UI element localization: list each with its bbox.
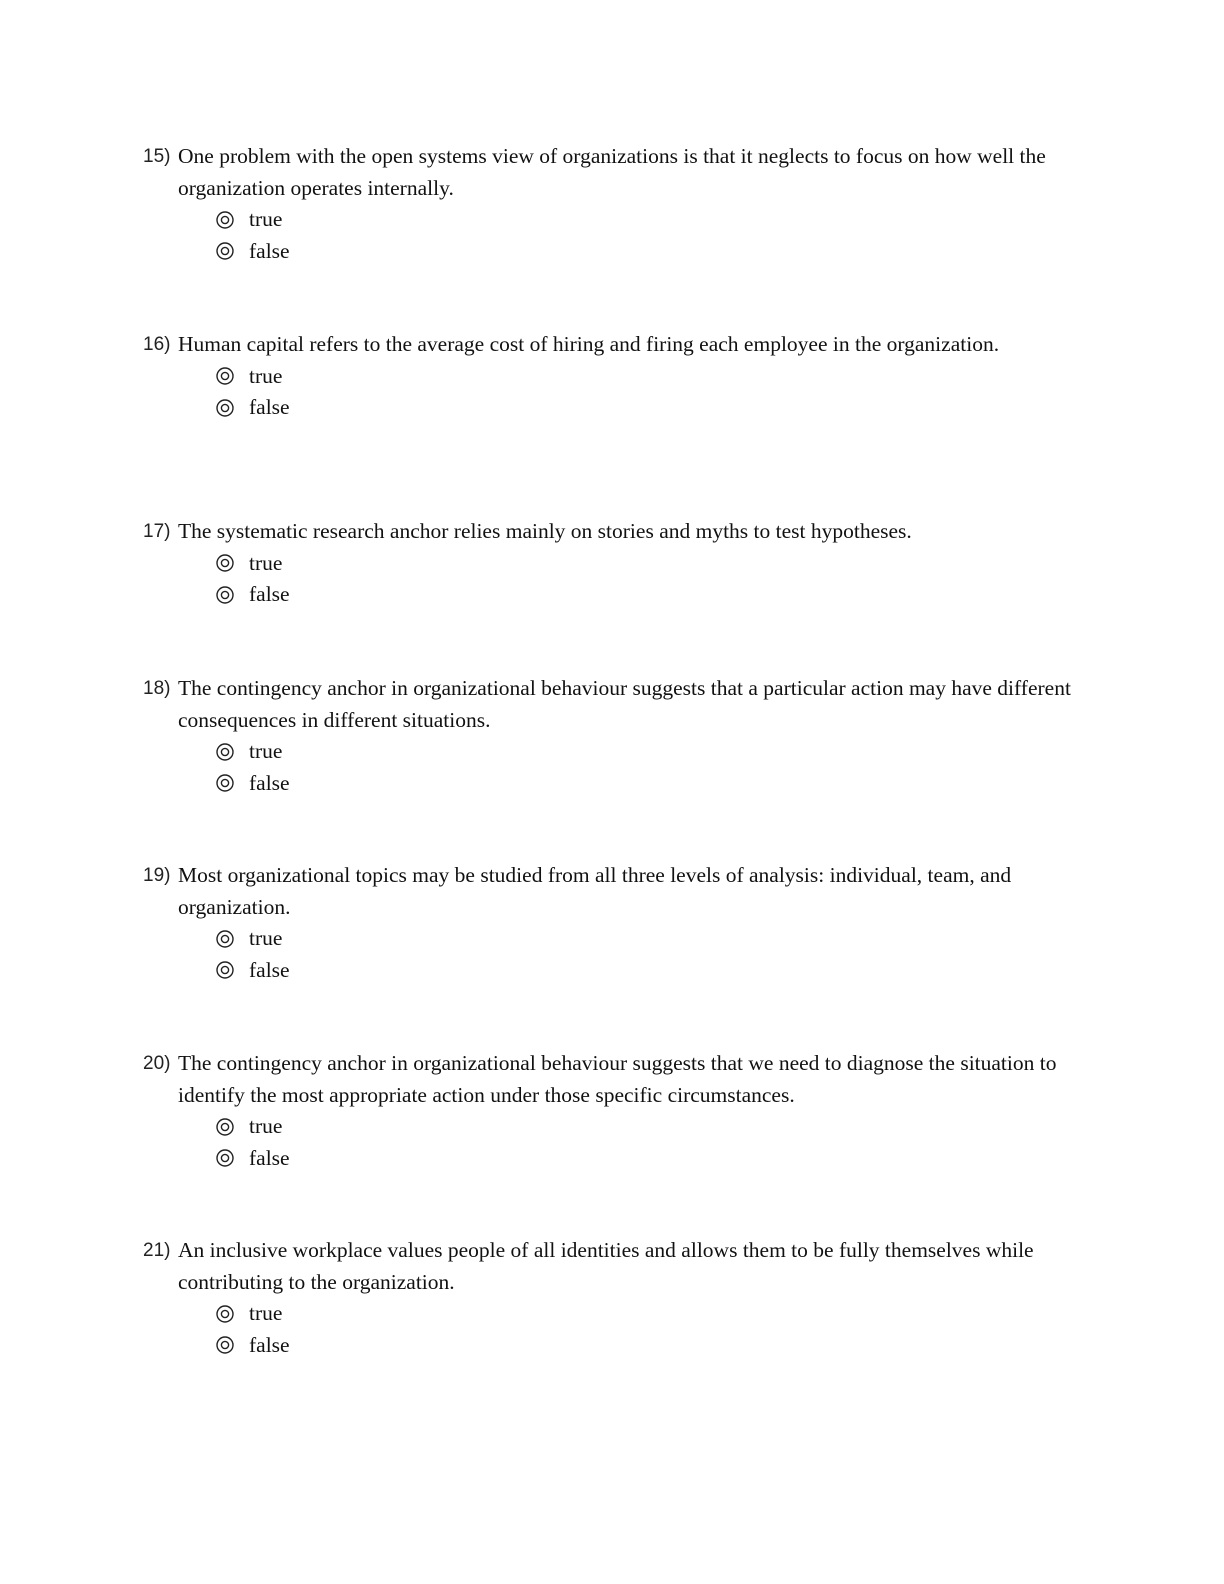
radio-button-icon[interactable] [215, 585, 235, 605]
question-18 [143, 673, 1083, 799]
question-number: 17) [143, 521, 171, 542]
question-stem [143, 329, 1083, 361]
option-label: false [249, 1332, 290, 1357]
option-label: true [249, 1114, 283, 1138]
option-true[interactable] [215, 548, 1083, 580]
question-stem [143, 673, 1083, 736]
option-label: false [249, 238, 290, 263]
question-stem [143, 516, 1083, 548]
question-text: The systematic research anchor relies mainly on stories and myths to test hypotheses. [178, 519, 912, 543]
option-label: false [249, 770, 290, 795]
question-number: 19) [143, 865, 171, 886]
radio-button-icon[interactable] [215, 929, 235, 949]
question-text: Human capital refers to the average cost of hiring and firing each employee in the organization. [178, 332, 1000, 356]
question-text: The contingency anchor in organizational behaviour suggests that a particular action may have different consequences in different situations. [178, 676, 1071, 732]
option-false[interactable] [215, 1143, 1083, 1175]
radio-button-icon[interactable] [215, 960, 235, 980]
radio-button-icon[interactable] [215, 366, 235, 386]
option-true[interactable] [215, 361, 1083, 393]
option-true[interactable] [215, 736, 1083, 768]
option-label: false [249, 582, 290, 606]
option-true[interactable] [215, 204, 1083, 236]
option-label: false [249, 1145, 290, 1170]
option-false[interactable] [215, 392, 1083, 424]
question-number: 15) [143, 146, 171, 167]
option-false[interactable] [215, 579, 1083, 611]
answer-options [215, 548, 1083, 611]
question-20 [143, 1048, 1083, 1174]
question-text: One problem with the open systems view of organizations is that it neglects to focus on how well the organization operates internally. [178, 144, 1046, 200]
question-text: The contingency anchor in organizational behaviour suggests that we need to diagnose the situation to identify the most appropriate action under those specific circumstances. [178, 1051, 1057, 1107]
question-stem [143, 860, 1083, 923]
radio-button-icon[interactable] [215, 553, 235, 573]
radio-button-icon[interactable] [215, 773, 235, 793]
option-true[interactable] [215, 1111, 1083, 1143]
option-label: true [249, 207, 283, 231]
option-label: true [249, 926, 283, 950]
radio-button-icon[interactable] [215, 1117, 235, 1137]
option-label: true [249, 363, 283, 388]
question-19 [143, 860, 1083, 986]
radio-button-icon[interactable] [215, 1304, 235, 1324]
question-number: 21) [143, 1240, 171, 1261]
option-label: false [249, 395, 290, 419]
radio-button-icon[interactable] [215, 1335, 235, 1355]
question-text: Most organizational topics may be studied from all three levels of analysis: individual, team, and organization. [178, 863, 1012, 919]
radio-button-icon[interactable] [215, 742, 235, 762]
option-label: true [249, 550, 283, 575]
option-label: true [249, 1301, 283, 1325]
answer-options [215, 736, 1083, 799]
option-label: true [249, 739, 283, 763]
radio-button-icon[interactable] [215, 398, 235, 418]
answer-options [215, 923, 1083, 986]
question-16 [143, 329, 1083, 424]
question-number: 16) [143, 334, 171, 355]
question-stem [143, 141, 1083, 204]
question-17 [143, 516, 1083, 611]
option-true[interactable] [215, 923, 1083, 955]
answer-options [215, 361, 1083, 424]
answer-options [215, 1298, 1083, 1361]
question-15 [143, 141, 1083, 267]
answer-options [215, 1111, 1083, 1174]
radio-button-icon[interactable] [215, 241, 235, 261]
option-label: false [249, 957, 290, 982]
option-true[interactable] [215, 1298, 1083, 1330]
option-false[interactable] [215, 1330, 1083, 1362]
radio-button-icon[interactable] [215, 210, 235, 230]
answer-options [215, 204, 1083, 267]
question-stem [143, 1048, 1083, 1111]
question-number: 20) [143, 1053, 171, 1074]
option-false[interactable] [215, 768, 1083, 800]
radio-button-icon[interactable] [215, 1148, 235, 1168]
question-text: An inclusive workplace values people of all identities and allows them to be fully themselves while contributing to the organization. [178, 1238, 1034, 1294]
option-false[interactable] [215, 236, 1083, 268]
question-21 [143, 1235, 1083, 1361]
question-stem [143, 1235, 1083, 1298]
option-false[interactable] [215, 955, 1083, 987]
question-number: 18) [143, 678, 171, 699]
